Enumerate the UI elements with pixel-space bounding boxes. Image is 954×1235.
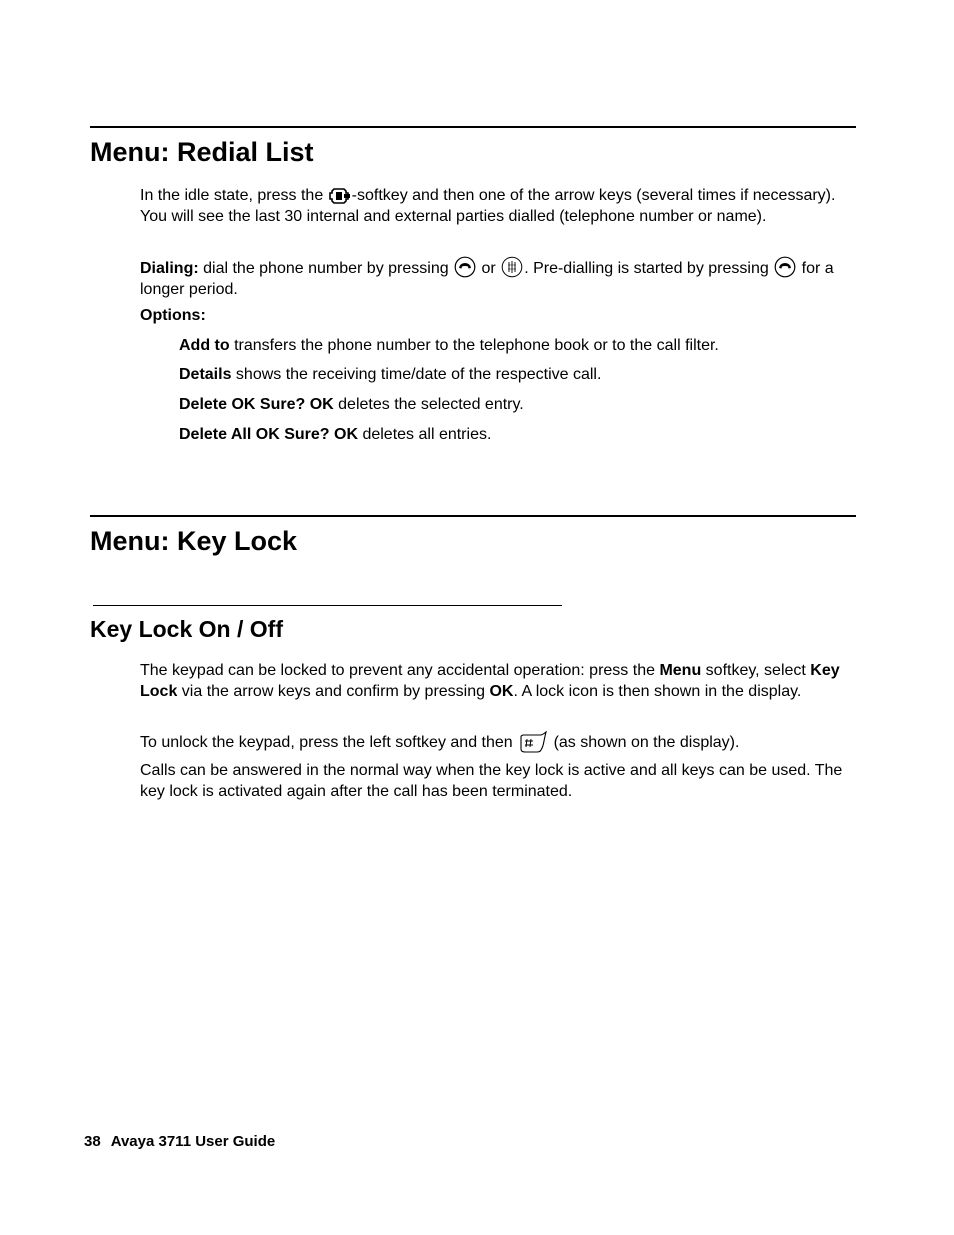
keylock-paragraph-3: Calls can be answered in the normal way when the key lock is active and all keys can be used. The key lock is activated again after the call has been terminated. <box>140 762 843 800</box>
page-number: 38 <box>84 1133 101 1150</box>
subheading-key-lock-on-off: Key Lock On / Off <box>90 616 283 642</box>
hash-key-icon <box>518 731 548 753</box>
document-title: Avaya 3711 User Guide <box>110 1133 276 1150</box>
offhook-key-icon <box>454 256 476 278</box>
dialing-label: Dialing: <box>140 260 199 277</box>
keylock-paragraph-1: The keypad can be locked to prevent any accidental operation: press the Menu softkey, select Key Lock via the arrow keys and confirm by pressing OK. A lock icon is then shown in the display. <box>140 662 840 700</box>
redial-intro: In the idle state, press the -softkey and then one of the arrow keys (several times if necessary). You will see the last 30 internal and external parties dialled (telephone number or name). <box>140 187 836 225</box>
option-item: Delete OK Sure? OK deletes the selected entry. <box>179 396 524 413</box>
dialing-paragraph: Dialing: dial the phone number by pressing or . Pre-dialling is started by pressing for a longer period. <box>140 256 860 300</box>
option-item: Details shows the receiving time/date of the respective call. <box>179 366 602 383</box>
page-footer <box>84 1133 275 1151</box>
section-rule-keylock <box>90 515 856 517</box>
heading-redial-list: Menu: Redial List <box>90 137 314 167</box>
heading-key-lock: Menu: Key Lock <box>90 526 298 556</box>
option-item: Add to transfers the phone number to the telephone book or to the call filter. <box>179 337 719 354</box>
section-rule-redial <box>90 126 856 128</box>
softkey-icon <box>329 187 351 205</box>
keylock-paragraph-2: To unlock the keypad, press the left softkey and then (as shown on the display). <box>140 731 860 754</box>
handsfree-key-icon <box>501 256 523 278</box>
subsection-rule <box>93 605 562 606</box>
option-item: Delete All OK Sure? OK deletes all entries. <box>179 426 492 443</box>
options-label: Options: <box>140 307 206 324</box>
offhook-key-icon <box>774 256 796 278</box>
